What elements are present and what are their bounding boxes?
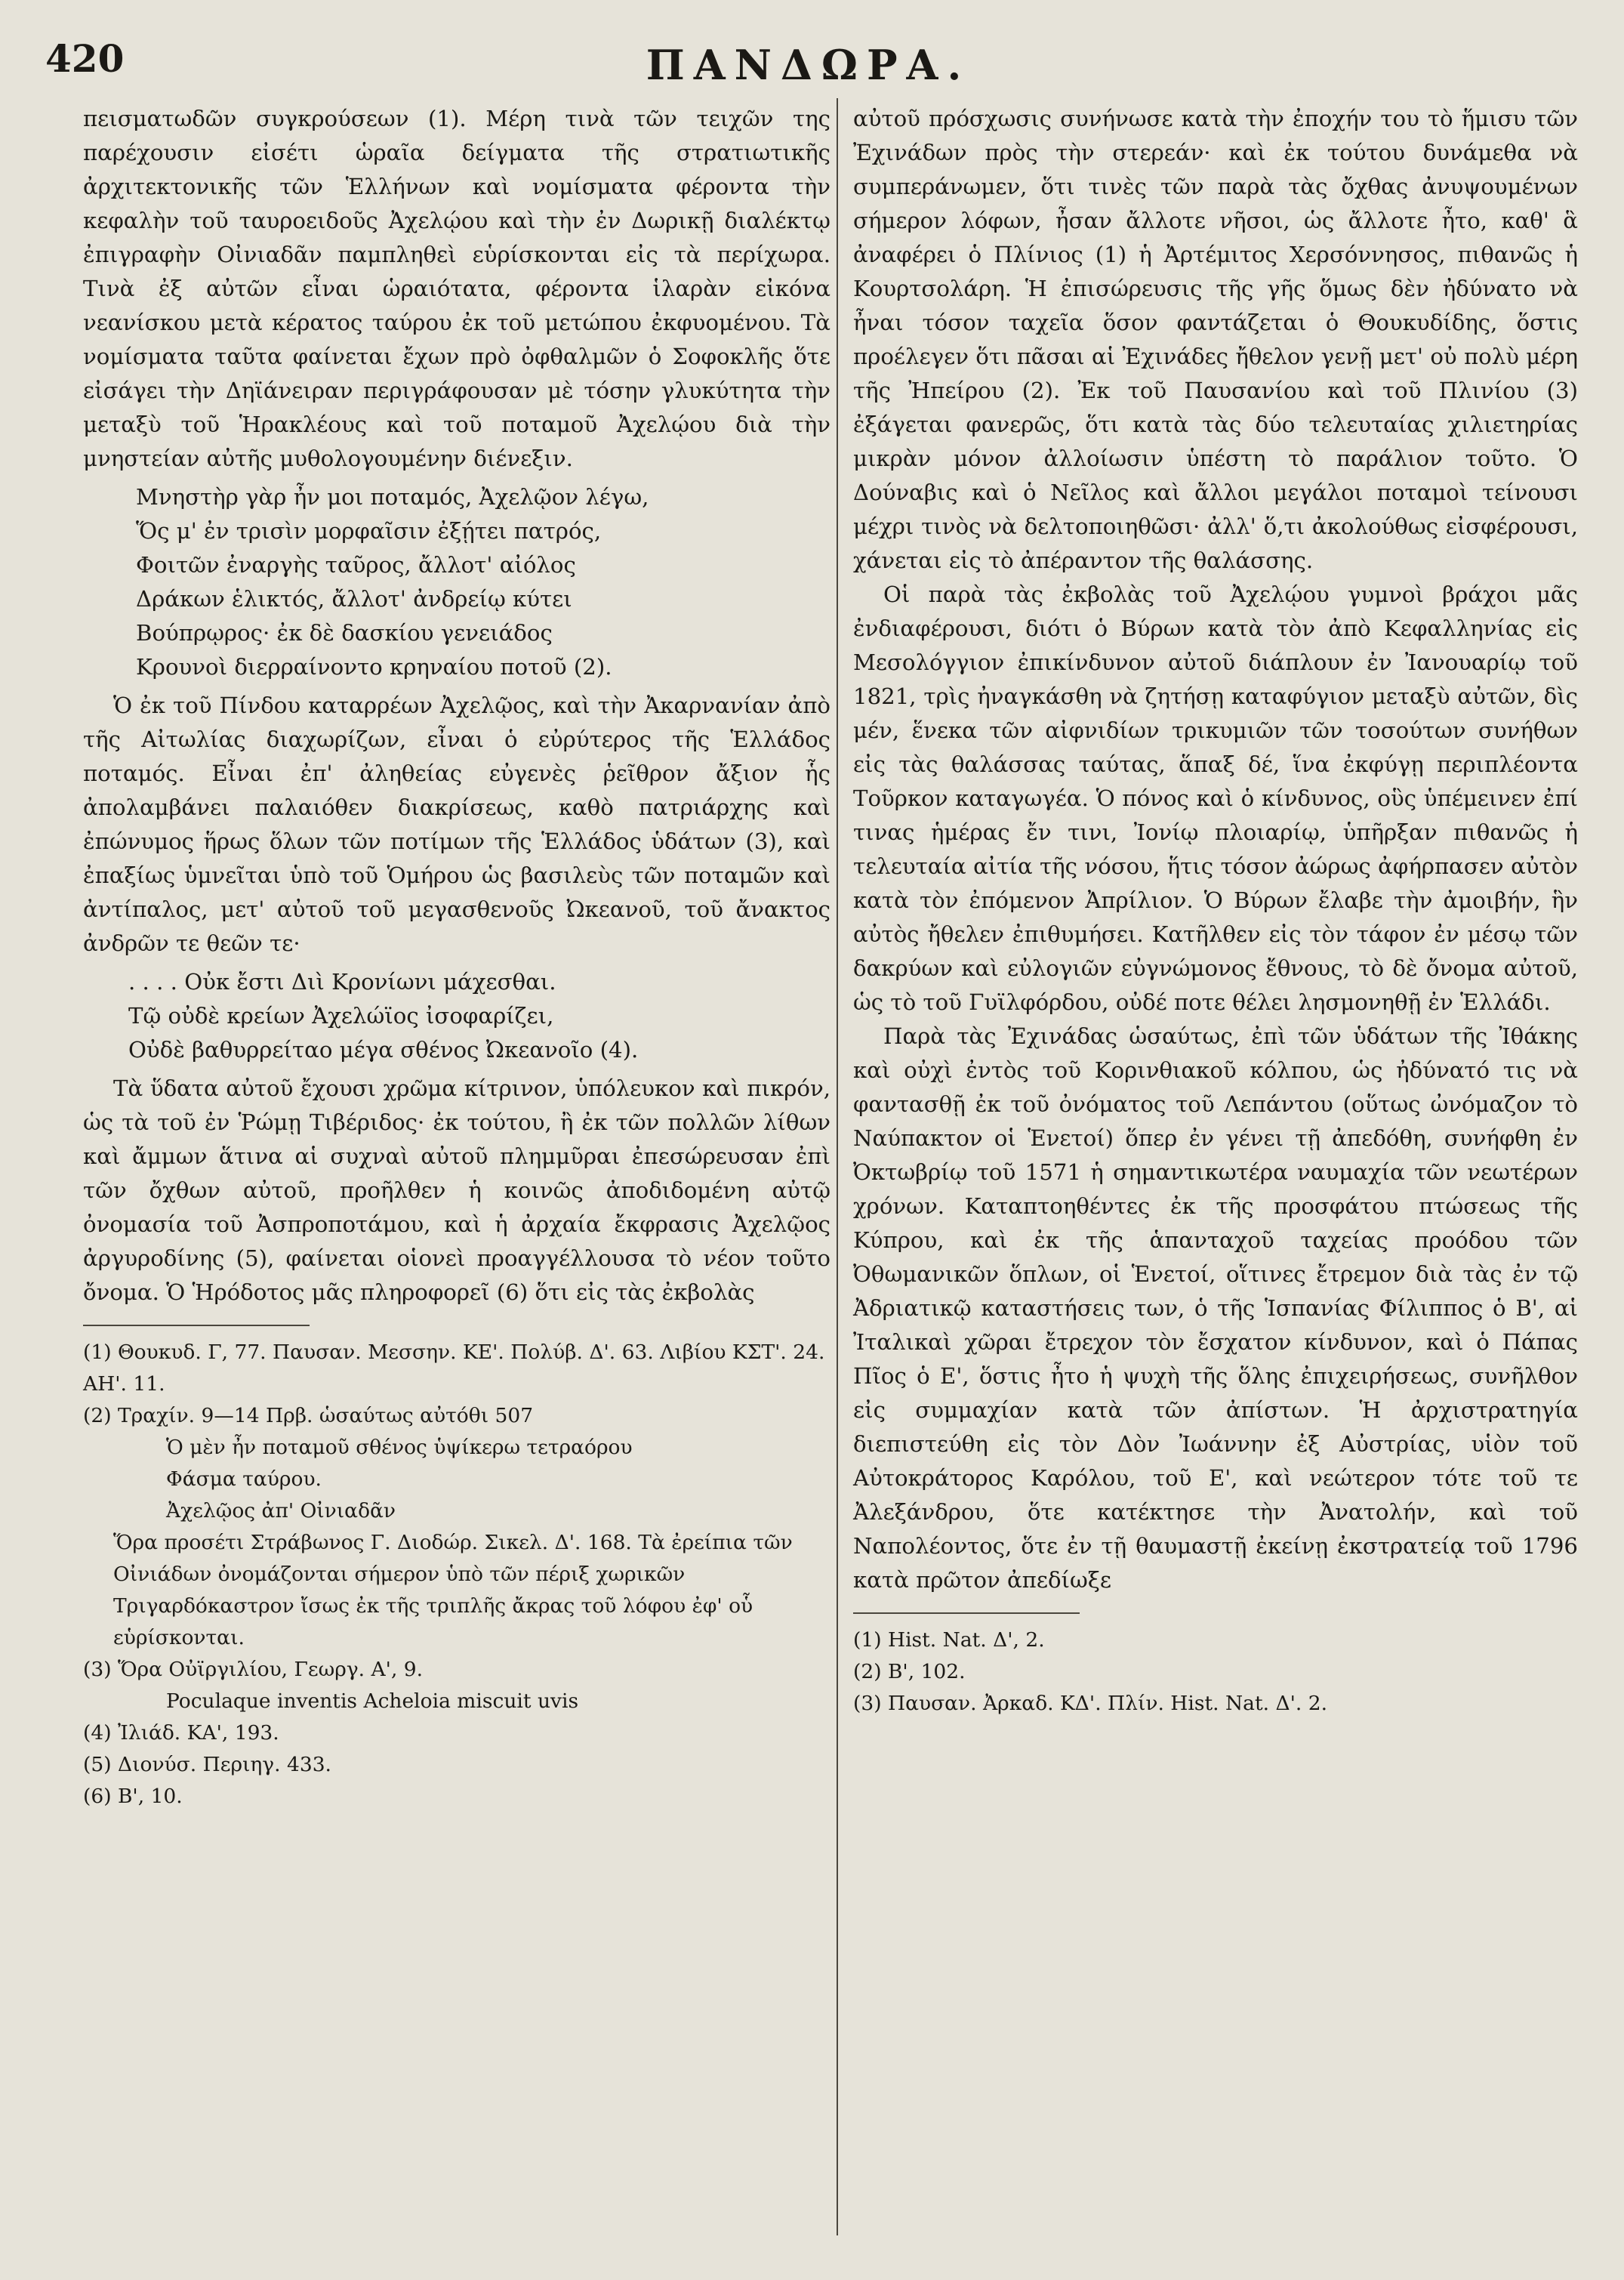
- homer-quote: [128, 965, 830, 1067]
- column-divider: [837, 98, 838, 2235]
- footnote: (1) Hist. Nat. Δ', 2.: [853, 1628, 1045, 1652]
- left-column: [83, 102, 830, 1813]
- right-paragraph-3: Παρὰ τὰς Ἐχινάδας ὡσαύτως, ἐπὶ τῶν ὑδάτων τῆς Ἰθάκης καὶ οὐχὶ ἐντὸς τοῦ Κορινθιακοῦ κόλπου, ὡς ἠδύνατό τις νὰ φαντασθῇ ἐκ τοῦ ὀνόματος τοῦ Λεπάντου (οὕτως ὠνόμαζον τὸ Ναύπακτον οἱ Ἑνετοί) ὅπερ ἐν γένει τῇ ἀπεδόθη, συνήφθη ἐν Ὀκτωβρίῳ τοῦ 1571 ἡ σημαντικωτέρα ναυμαχία τῶν νεωτέρων χρόνων. Καταπτοηθέντες ἐκ τῆς προσφάτου πτώσεως τῆς Κύπρου, καὶ ἐκ τῆς ἁπανταχοῦ ταχείας προόδου τῶν Ὀθωμανικῶν ὅπλων, οἱ Ἑνετοί, οἵτινες ἔτρεμον διὰ τὰς ἐν τῷ Ἀδριατικῷ καταστήσεις των, ὁ τῆς Ἱσπανίας Φίλιππος ὁ Β', αἱ Ἰταλικαὶ χῶραι ἔτρεχον τὸν ἔσχατον κίνδυνον, καὶ ὁ Πάπας Πῖος ὁ Ε', ὅστις ἦτο ἡ ψυχὴ τῆς ὅλης ἐπιχειρήσεως, συνῆλθον εἰς συμμαχίαν κατὰ τῶν ἀπίστων. Ἡ ἀρχιστρατηγία διεπιστεύθη εἰς τὸν Δὸν Ἰωάννην ἐξ Αὐστρίας, υἱὸν τοῦ Αὐτοκράτορος Καρόλου, τοῦ Ε', καὶ νεώτερον τότε τοῦ τε Ἀλεξάνδρου, ὅτε κατέκτησε τὴν Ἀνατολήν, καὶ τοῦ Ναπολέοντος, ὅτε ἐν τῇ θαυμαστῇ ἐκείνῃ ἐκστρατείᾳ τοῦ 1796 κατὰ πρῶτον ἀπεδίωξε: [853, 1023, 1578, 1593]
- left-paragraph-1: πεισματωδῶν συγκρούσεων (1). Μέρη τινὰ τῶν τειχῶν της παρέχουσιν εἰσέτι ὡραῖα δείγματα τῆς στρατιωτικῆς ἀρχιτεκτονικῆς τῶν Ἑλλήνων καὶ νομίσματα φέροντα τὴν κεφαλὴν τοῦ ταυροειδοῦς Ἀχελῴου καὶ τὴν ἐν Δωρικῇ διαλέκτῳ ἐπιγραφὴν Οἰνιαδᾶν παμπληθεὶ εὑρίσκονται εἰς τὰ περίχωρα. Τινὰ ἐξ αὐτῶν εἶναι ὡραιότατα, φέροντα ἱλαρὰν εἰκόνα νεανίσκου μετὰ κέρατος ταύρου ἐκ τοῦ μετώπου ἐκφυομένου. Τὰ νομίσματα ταῦτα φαίνεται ἔχων πρὸ ὀφθαλμῶν ὁ Σοφοκλῆς ὅτε εἰσάγει τὴν Δηϊάνειραν περιγράφουσαν μὲ τόσην γλυκύτητα τὴν μεταξὺ τοῦ Ἡρακλέους καὶ τοῦ ποταμοῦ Ἀχελῴου διὰ τὴν μνηστείαν αὐτῆς μυθολογουμένην διένεξιν.: [83, 106, 830, 471]
- verse-line: Τῷ οὐδὲ κρείων Ἀχελώϊος ἰσοφαρίζει,: [128, 1003, 554, 1029]
- verse-line: Φοιτῶν ἐναργὴς ταῦρος, ἄλλοτ' αἰόλος: [136, 552, 576, 578]
- verse-line: Βούπρῳρος· ἐκ δὲ δασκίου γενειάδος: [136, 620, 553, 646]
- page-number: 420: [45, 36, 125, 81]
- footnote-rule: [83, 1325, 310, 1326]
- footnote: (1) Θουκυδ. Γ, 77. Παυσαν. Μεσσην. ΚΕ'. Πολύβ. Δ'. 63. Λιβίου ΚΣΤ'. 24. ΑΗ'. 11.: [83, 1341, 825, 1396]
- footnote: (5) Διονύσ. Περιηγ. 433.: [83, 1753, 331, 1776]
- left-paragraph-2: Ὁ ἐκ τοῦ Πίνδου καταρρέων Ἀχελῷος, καὶ τὴν Ἀκαρνανίαν ἀπὸ τῆς Αἰτωλίας διαχωρίζων, εἶναι ὁ εὐρύτερος τῆς Ἑλλάδος ποταμός. Εἶναι ἐπ' ἀληθείας εὐγενὲς ῥεῖθρον ἄξιον ἧς ἀπολαμβάνει παλαιόθεν διακρίσεως, καθὸ πατριάρχης καὶ ἐπώνυμος ἥρως ὅλων τῶν ποτίμων τῆς Ἑλλάδος ὑδάτων (3), καὶ ἐπαξίως ὑμνεῖται ὑπὸ τοῦ Ὁμήρου ὡς βασιλεὺς τῶν ποταμῶν καὶ ἀντίπαλος, μετ' αὐτοῦ τοῦ μεγασθενοῦς Ὠκεανοῦ, τοῦ ἄνακτος ἀνδρῶν τε θεῶν τε·: [83, 693, 830, 956]
- verse-line: Μνηστὴρ γὰρ ἦν μοι ποταμός, Ἀχελῷον λέγω,: [136, 484, 649, 510]
- sophocles-quote: [136, 480, 830, 684]
- footnote: (2) Β', 102.: [853, 1660, 966, 1683]
- running-head: ΠΑΝΔΩΡΑ.: [646, 41, 971, 89]
- footnote: (2) Τραχίν. 9—14 Πρβ. ὡσαύτως αὐτόθι 507: [83, 1404, 534, 1427]
- footnote-quote-line: Φάσμα ταύρου.: [166, 1467, 322, 1491]
- right-column: [853, 102, 1578, 1720]
- footnote: (3) Ὅρα Οὐϊργιλίου, Γεωργ. Α', 9.: [83, 1658, 424, 1681]
- page-header: [45, 30, 1571, 98]
- footnote-continuation: Ὅρα προσέτι Στράβωνος Γ. Διοδώρ. Σικελ. Δ'. 168. Τὰ ἐρείπια τῶν Οἰνιάδων ὀνομάζονται σήμερον ὑπὸ τῶν πέριξ χωρικῶν Τριγαρδόκαστρον ἴσως ἐκ τῆς τριπλῆς ἄκρας τοῦ λόφου ἐφ' οὗ εὑρίσκονται.: [113, 1531, 793, 1649]
- right-paragraph-2: Οἱ παρὰ τὰς ἐκβολὰς τοῦ Ἀχελῴου γυμνοὶ βράχοι μᾶς ἐνδιαφέρουσι, διότι ὁ Βύρων κατὰ τὸν ἀπὸ Κεφαλληνίας εἰς Μεσολόγγιον ἐπικίνδυνον αὐτοῦ διάπλουν ἐν Ἰανουαρίῳ τοῦ 1821, τρὶς ἠναγκάσθη νὰ ζητήσῃ καταφύγιον μεταξὺ αὐτῶν, δὶς μέν, ἕνεκα τῶν αἰφνιδίων τρικυμιῶν τῶν τοσούτων συνήθων εἰς τὰς θαλάσσας ταύτας, ἅπαξ δέ, ἵνα ἐκφύγῃ περιπλέοντα Τοῦρκον καταγωγέα. Ὁ πόνος καὶ ὁ κίνδυνος, οὓς ὑπέμεινεν ἐπί τινας ἡμέρας ἔν τινι, Ἰονίῳ πλοιαρίῳ, ὑπῆρξαν πιθανῶς ἡ τελευταία αἰτία τῆς νόσου, ἥτις τόσον ἀώρως ἀφήρπασεν αὐτὸν κατὰ τὸν ἐπόμενον Ἀπρίλιον. Ὁ Βύρων ἔλαβε τὴν ἀμοιβήν, ἣν αὐτὸς ἤθελεν ἐπιθυμήσει. Κατῆλθεν εἰς τὸν τάφον ἐν μέσῳ τῶν δακρύων καὶ εὐλογιῶν εὐγνώμονος ἔθνους, τὸ δὲ ὄνομα αὐτοῦ, ὡς τὸ τοῦ Γυϊλφόρδου, οὐδέ ποτε θέλει λησμονηθῇ ἐν Ἑλλάδι.: [853, 582, 1578, 1015]
- footnote-quote-line: Poculaque inventis Acheloia miscuit uvis: [166, 1689, 579, 1713]
- verse-line: Ὅς μ' ἐν τρισὶν μορφαῖσιν ἐξῄτει πατρός,: [136, 518, 602, 544]
- footnote: (4) Ἰλιάδ. ΚΑ', 193.: [83, 1721, 279, 1745]
- verse-line: . . . . Οὐκ ἔστι Διὶ Κρονίωνι μάχεσθαι.: [128, 969, 556, 995]
- footnote-rule: [853, 1612, 1080, 1614]
- verse-line: Οὐδὲ βαθυρρείταο μέγα σθένος Ὠκεανοῖο (4).: [128, 1037, 639, 1063]
- footnote: (6) Β', 10.: [83, 1785, 183, 1808]
- verse-line: Κρουνοὶ διερραίνοντο κρηναίου ποτοῦ (2).: [136, 654, 612, 680]
- footnote-quote-line: Ὁ μὲν ἦν ποταμοῦ σθένος ὑψίκερω τετραόρου: [166, 1436, 633, 1459]
- right-paragraph-1: αὐτοῦ πρόσχωσις συνήνωσε κατὰ τὴν ἐποχήν του τὸ ἥμισυ τῶν Ἐχινάδων πρὸς τὴν στερεάν· καὶ ἐκ τούτου δυνάμεθα νὰ συμπεράνωμεν, ὅτι τινὲς τῶν παρὰ τὰς ὄχθας ἀνυψουμένων σήμερον λόφων, ἦσαν ἄλλοτε νῆσοι, ὡς ἄλλοτε ἦτο, καθ' ἃ ἀναφέρει ὁ Πλίνιος (1) ἡ Ἀρτέμιτος Χερσόννησος, πιθανῶς ἡ Κουρτσολάρη. Ἡ ἐπισώρευσις τῆς γῆς ὅμως δὲν ἠδύνατο νὰ ἦναι τόσον ταχεῖα ὅσον φαντάζεται ὁ Θουκυδίδης, ὅστις προέλεγεν ὅτι πᾶσαι αἱ Ἐχινάδες ἤθελον γενῇ μετ' οὐ πολὺ μέρη τῆς Ἠπείρου (2). Ἐκ τοῦ Παυσανίου καὶ τοῦ Πλινίου (3) ἐξάγεται φανερῶς, ὅτι κατὰ τὰς δύο τελευταίας χιλιετηρίας μικρὰν μόνον ἀλλοίωσιν ὑπέστη τὸ παράλιον τοῦτο. Ὁ Δούναβις καὶ ὁ Νεῖλος καὶ ἄλλοι μεγάλοι ποταμοὶ τείνουσι μέχρι τινὸς νὰ δελτοποιηθῶσι· ἀλλ' ὅ,τι ἀκολούθως εἰσφέρουσι, χάνεται εἰς τὸ ἀπέραντον τῆς θαλάσσης.: [853, 106, 1578, 573]
- footnote-quote-line: Ἀχελῷος ἀπ' Οἰνιαδᾶν: [166, 1499, 396, 1523]
- footnote: (3) Παυσαν. Ἀρκαδ. ΚΔ'. Πλίν. Hist. Nat. Δ'. 2.: [853, 1692, 1328, 1715]
- right-footnotes: [853, 1624, 1578, 1720]
- left-paragraph-3: Τὰ ὕδατα αὐτοῦ ἔχουσι χρῶμα κίτρινον, ὑπόλευκον καὶ πικρόν, ὡς τὰ τοῦ ἐν Ῥώμῃ Τιβέριδος· ἐκ τούτου, ἢ ἐκ τῶν πολλῶν λίθων καὶ ἄμμων ἅτινα αἱ συχναὶ αὐτοῦ πλημμῦραι ἐπεσώρευσαν ἐπὶ τῶν ὄχθων αὐτοῦ, προῆλθεν ἡ κοινῶς ἀποδιδομένη αὐτῷ ὀνομασία τοῦ Ἀσπροποτάμου, καὶ ἡ ἀρχαία ἔκφρασις Ἀχελῷος ἀργυροδίνης (5), φαίνεται οἱονεὶ προαγγέλλουσα τὸ νέον τοῦτο ὄνομα. Ὁ Ἡρόδοτος μᾶς πληροφορεῖ (6) ὅτι εἰς τὰς ἐκβολὰς: [83, 1075, 830, 1305]
- left-footnotes: [83, 1337, 830, 1813]
- verse-line: Δράκων ἑλικτός, ἄλλοτ' ἀνδρείῳ κύτει: [136, 586, 572, 612]
